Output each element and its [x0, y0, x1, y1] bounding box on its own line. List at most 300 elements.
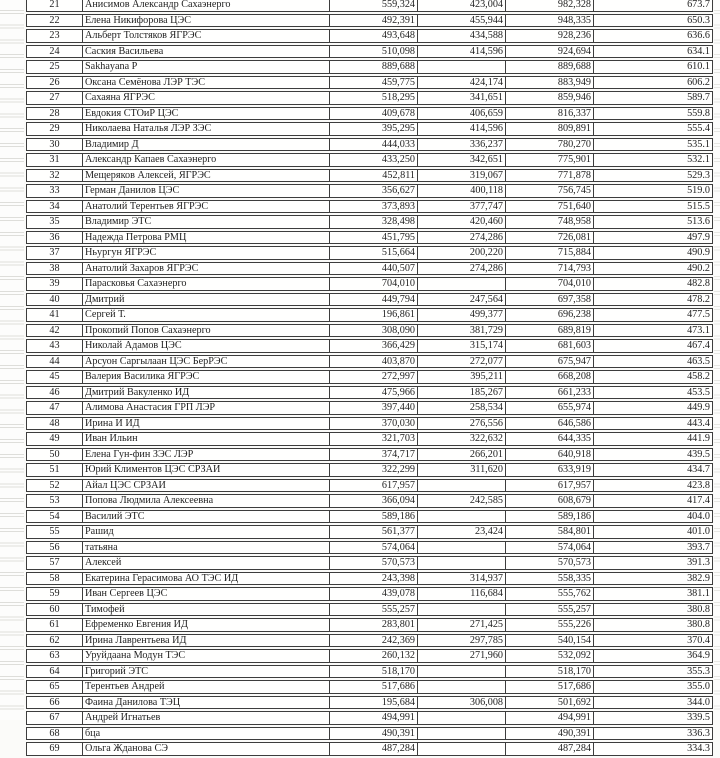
rank-cell: 54	[26, 510, 82, 524]
value-a-cell: 356,627	[329, 184, 417, 198]
total-cell: 681,603	[505, 339, 593, 353]
total-cell: 501,692	[505, 696, 593, 710]
score-cell: 417.4	[593, 494, 713, 508]
value-a-cell: 492,391	[329, 14, 417, 28]
total-cell: 540,154	[505, 634, 593, 648]
total-cell: 928,236	[505, 29, 593, 43]
value-a-cell: 518,170	[329, 665, 417, 679]
score-cell: 478.2	[593, 293, 713, 307]
value-a-cell: 242,369	[329, 634, 417, 648]
table-row	[26, 603, 713, 617]
total-cell: 558,335	[505, 572, 593, 586]
rank-cell: 68	[26, 727, 82, 741]
value-a-cell: 397,440	[329, 401, 417, 415]
rank-cell: 21	[26, 0, 82, 12]
name-cell: Анатолий Захаров ЯГРЭС	[82, 262, 329, 276]
score-cell: 650.3	[593, 14, 713, 28]
total-cell: 704,010	[505, 277, 593, 291]
value-b-cell: 315,174	[417, 339, 505, 353]
value-a-cell: 373,893	[329, 200, 417, 214]
total-cell: 518,170	[505, 665, 593, 679]
total-cell: 584,801	[505, 525, 593, 539]
total-cell: 889,688	[505, 60, 593, 74]
name-cell: Тимофей	[82, 603, 329, 617]
value-b-cell: 424,174	[417, 76, 505, 90]
score-cell: 463.5	[593, 355, 713, 369]
rank-cell: 62	[26, 634, 82, 648]
rank-cell: 25	[26, 60, 82, 74]
score-cell: 339.5	[593, 711, 713, 725]
value-a-cell: 517,686	[329, 680, 417, 694]
rank-cell: 31	[26, 153, 82, 167]
name-cell: Василий ЭТС	[82, 510, 329, 524]
total-cell: 948,335	[505, 14, 593, 28]
score-cell: 439.5	[593, 448, 713, 462]
name-cell: Терентьев Андрей	[82, 680, 329, 694]
name-cell: татьяна	[82, 541, 329, 555]
total-cell: 555,762	[505, 587, 593, 601]
value-a-cell: 196,861	[329, 308, 417, 322]
total-cell: 640,918	[505, 448, 593, 462]
total-cell: 982,328	[505, 0, 593, 12]
table-row	[26, 634, 713, 648]
table-row	[26, 200, 713, 214]
name-cell: Уруйдаана Модун ТЭС	[82, 649, 329, 663]
name-cell: Александр Капаев Сахаэнерго	[82, 153, 329, 167]
total-cell: 809,891	[505, 122, 593, 136]
table-row	[26, 184, 713, 198]
score-cell: 334.3	[593, 742, 713, 756]
table-row	[26, 76, 713, 90]
value-b-cell: 381,729	[417, 324, 505, 338]
name-cell: Николаева Наталья ЛЭР ЗЭС	[82, 122, 329, 136]
value-a-cell: 617,957	[329, 479, 417, 493]
score-cell: 519.0	[593, 184, 713, 198]
score-cell: 355.3	[593, 665, 713, 679]
table-row	[26, 246, 713, 260]
value-a-cell: 490,391	[329, 727, 417, 741]
total-cell: 748,958	[505, 215, 593, 229]
value-a-cell: 494,991	[329, 711, 417, 725]
score-cell: 380.8	[593, 618, 713, 632]
value-b-cell: 341,651	[417, 91, 505, 105]
table-row	[26, 665, 713, 679]
table-row	[26, 680, 713, 694]
table-row	[26, 324, 713, 338]
name-cell: Ньургун ЯГРЭС	[82, 246, 329, 260]
total-cell: 883,949	[505, 76, 593, 90]
total-cell: 589,186	[505, 510, 593, 524]
table-row	[26, 494, 713, 508]
score-cell: 589.7	[593, 91, 713, 105]
table-row	[26, 277, 713, 291]
name-cell: бца	[82, 727, 329, 741]
name-cell: Иван Ильин	[82, 432, 329, 446]
table-row	[26, 556, 713, 570]
total-cell: 494,991	[505, 711, 593, 725]
table-row	[26, 448, 713, 462]
name-cell: Анисимов Александр Сахаэнерго	[82, 0, 329, 12]
value-b-cell: 274,286	[417, 262, 505, 276]
name-cell: Дмитрий Вакуленко ИД	[82, 386, 329, 400]
table-row	[26, 231, 713, 245]
value-a-cell: 475,966	[329, 386, 417, 400]
rank-cell: 46	[26, 386, 82, 400]
rank-cell: 33	[26, 184, 82, 198]
score-cell: 482.8	[593, 277, 713, 291]
value-b-cell	[417, 541, 505, 555]
value-b-cell: 336,237	[417, 138, 505, 152]
table-row	[26, 29, 713, 43]
name-cell: Сергей Т.	[82, 308, 329, 322]
value-b-cell	[417, 727, 505, 741]
score-cell: 490.2	[593, 262, 713, 276]
total-cell: 859,946	[505, 91, 593, 105]
total-cell: 633,919	[505, 463, 593, 477]
rank-cell: 43	[26, 339, 82, 353]
value-b-cell: 116,684	[417, 587, 505, 601]
rank-cell: 47	[26, 401, 82, 415]
value-b-cell	[417, 603, 505, 617]
rank-cell: 30	[26, 138, 82, 152]
rank-cell: 35	[26, 215, 82, 229]
total-cell: 490,391	[505, 727, 593, 741]
value-b-cell	[417, 510, 505, 524]
value-b-cell: 276,556	[417, 417, 505, 431]
total-cell: 555,257	[505, 603, 593, 617]
total-cell: 675,947	[505, 355, 593, 369]
value-a-cell: 452,811	[329, 169, 417, 183]
total-cell: 617,957	[505, 479, 593, 493]
score-cell: 673.7	[593, 0, 713, 12]
value-a-cell: 493,648	[329, 29, 417, 43]
value-b-cell: 455,944	[417, 14, 505, 28]
table-row	[26, 417, 713, 431]
value-b-cell: 499,377	[417, 308, 505, 322]
value-b-cell	[417, 479, 505, 493]
rank-cell: 64	[26, 665, 82, 679]
value-b-cell: 406,659	[417, 107, 505, 121]
rank-cell: 34	[26, 200, 82, 214]
value-a-cell: 308,090	[329, 324, 417, 338]
value-a-cell: 403,870	[329, 355, 417, 369]
total-cell: 780,270	[505, 138, 593, 152]
value-b-cell: 311,620	[417, 463, 505, 477]
table-row	[26, 262, 713, 276]
score-cell: 336.3	[593, 727, 713, 741]
score-cell: 364.9	[593, 649, 713, 663]
value-b-cell: 297,785	[417, 634, 505, 648]
value-a-cell: 321,703	[329, 432, 417, 446]
rank-cell: 49	[26, 432, 82, 446]
value-b-cell	[417, 60, 505, 74]
value-a-cell: 570,573	[329, 556, 417, 570]
rank-cell: 37	[26, 246, 82, 260]
total-cell: 646,586	[505, 417, 593, 431]
value-b-cell	[417, 556, 505, 570]
total-cell: 661,233	[505, 386, 593, 400]
value-a-cell: 283,801	[329, 618, 417, 632]
value-b-cell: 314,937	[417, 572, 505, 586]
rank-cell: 52	[26, 479, 82, 493]
name-cell: Саския Васильева	[82, 45, 329, 59]
rank-cell: 23	[26, 29, 82, 43]
name-cell: Екатерина Герасимова АО ТЭС ИД	[82, 572, 329, 586]
score-cell: 404.0	[593, 510, 713, 524]
score-cell: 391.3	[593, 556, 713, 570]
value-a-cell: 272,997	[329, 370, 417, 384]
rank-cell: 60	[26, 603, 82, 617]
name-cell: Евдокия СТОиР ЦЭС	[82, 107, 329, 121]
name-cell: Фаина Данилова ТЭЦ	[82, 696, 329, 710]
name-cell: Sakhayana P	[82, 60, 329, 74]
score-cell: 443.4	[593, 417, 713, 431]
name-cell: Анатолий Терентьев ЯГРЭС	[82, 200, 329, 214]
value-a-cell: 409,678	[329, 107, 417, 121]
value-b-cell: 258,534	[417, 401, 505, 415]
rank-cell: 59	[26, 587, 82, 601]
name-cell: Алексей	[82, 556, 329, 570]
value-b-cell: 342,651	[417, 153, 505, 167]
value-b-cell: 434,588	[417, 29, 505, 43]
value-a-cell: 243,398	[329, 572, 417, 586]
score-cell: 423.8	[593, 479, 713, 493]
total-cell: 696,238	[505, 308, 593, 322]
name-cell: Сахаяна ЯГРЭС	[82, 91, 329, 105]
score-cell: 610.1	[593, 60, 713, 74]
name-cell: Попова Людмила Алексеевна	[82, 494, 329, 508]
value-b-cell: 420,460	[417, 215, 505, 229]
value-a-cell: 459,775	[329, 76, 417, 90]
table-row	[26, 107, 713, 121]
value-b-cell: 322,632	[417, 432, 505, 446]
rank-cell: 48	[26, 417, 82, 431]
table-row	[26, 618, 713, 632]
score-cell: 381.1	[593, 587, 713, 601]
clipped-left-column-artifact	[0, 0, 24, 720]
table-row	[26, 153, 713, 167]
table-row	[26, 91, 713, 105]
rank-cell: 26	[26, 76, 82, 90]
table-row	[26, 525, 713, 539]
name-cell: Ирина Лаврентьева ИД	[82, 634, 329, 648]
score-cell: 497.9	[593, 231, 713, 245]
value-b-cell: 272,077	[417, 355, 505, 369]
rank-cell: 32	[26, 169, 82, 183]
name-cell: Надежда Петрова РМЦ	[82, 231, 329, 245]
table-row	[26, 14, 713, 28]
rank-cell: 41	[26, 308, 82, 322]
name-cell: Ирина И ИД	[82, 417, 329, 431]
total-cell: 574,064	[505, 541, 593, 555]
table-row	[26, 463, 713, 477]
table-row	[26, 696, 713, 710]
total-cell: 714,793	[505, 262, 593, 276]
table-row	[26, 45, 713, 59]
rank-cell: 42	[26, 324, 82, 338]
score-cell: 532.1	[593, 153, 713, 167]
value-b-cell: 414,596	[417, 45, 505, 59]
table-row	[26, 711, 713, 725]
score-cell: 382.9	[593, 572, 713, 586]
total-cell: 726,081	[505, 231, 593, 245]
rank-cell: 45	[26, 370, 82, 384]
name-cell: Григорий ЭТС	[82, 665, 329, 679]
score-cell: 449.9	[593, 401, 713, 415]
table-row	[26, 432, 713, 446]
total-cell: 697,358	[505, 293, 593, 307]
value-b-cell: 271,425	[417, 618, 505, 632]
value-b-cell: 395,211	[417, 370, 505, 384]
rank-cell: 44	[26, 355, 82, 369]
score-cell: 555.4	[593, 122, 713, 136]
value-b-cell: 200,220	[417, 246, 505, 260]
value-b-cell: 266,201	[417, 448, 505, 462]
value-b-cell	[417, 742, 505, 756]
table-row	[26, 60, 713, 74]
rank-cell: 55	[26, 525, 82, 539]
total-cell: 715,884	[505, 246, 593, 260]
rank-cell: 57	[26, 556, 82, 570]
rank-cell: 22	[26, 14, 82, 28]
total-cell: 570,573	[505, 556, 593, 570]
value-a-cell: 510,098	[329, 45, 417, 59]
name-cell: Владимир ЭТС	[82, 215, 329, 229]
rank-cell: 28	[26, 107, 82, 121]
score-cell: 370.4	[593, 634, 713, 648]
table-row	[26, 742, 713, 756]
name-cell: Владимир Д	[82, 138, 329, 152]
name-cell: Юрий Климентов ЦЭС СРЗАИ	[82, 463, 329, 477]
rank-cell: 39	[26, 277, 82, 291]
table-row	[26, 355, 713, 369]
rank-cell: 56	[26, 541, 82, 555]
total-cell: 555,226	[505, 618, 593, 632]
rank-cell: 27	[26, 91, 82, 105]
rank-cell: 69	[26, 742, 82, 756]
value-a-cell: 370,030	[329, 417, 417, 431]
value-a-cell: 449,794	[329, 293, 417, 307]
score-cell: 441.9	[593, 432, 713, 446]
value-b-cell: 423,004	[417, 0, 505, 12]
total-cell: 816,337	[505, 107, 593, 121]
rank-cell: 67	[26, 711, 82, 725]
value-b-cell: 414,596	[417, 122, 505, 136]
name-cell: Парасковья Сахаэнерго	[82, 277, 329, 291]
rank-cell: 40	[26, 293, 82, 307]
rank-cell: 66	[26, 696, 82, 710]
rank-cell: 58	[26, 572, 82, 586]
score-cell: 634.1	[593, 45, 713, 59]
name-cell: Ефременко Евгения ИД	[82, 618, 329, 632]
score-cell: 529.3	[593, 169, 713, 183]
score-cell: 490.9	[593, 246, 713, 260]
name-cell: Герман Данилов ЦЭС	[82, 184, 329, 198]
value-a-cell: 561,377	[329, 525, 417, 539]
value-a-cell: 518,295	[329, 91, 417, 105]
table-row	[26, 215, 713, 229]
score-cell: 467.4	[593, 339, 713, 353]
rank-cell: 51	[26, 463, 82, 477]
table-row	[26, 401, 713, 415]
value-a-cell: 555,257	[329, 603, 417, 617]
table-row	[26, 370, 713, 384]
rank-cell: 53	[26, 494, 82, 508]
table-row	[26, 727, 713, 741]
name-cell: Валерия Василика ЯГРЭС	[82, 370, 329, 384]
rank-cell: 63	[26, 649, 82, 663]
name-cell: Альберт Толстяков ЯГРЭС	[82, 29, 329, 43]
table-row	[26, 386, 713, 400]
value-b-cell: 274,286	[417, 231, 505, 245]
value-a-cell: 433,250	[329, 153, 417, 167]
value-a-cell: 559,324	[329, 0, 417, 12]
total-cell: 517,686	[505, 680, 593, 694]
value-a-cell: 366,429	[329, 339, 417, 353]
value-a-cell: 440,507	[329, 262, 417, 276]
ranking-table-body	[26, 0, 713, 756]
name-cell: Андрей Игнатьев	[82, 711, 329, 725]
value-a-cell: 374,717	[329, 448, 417, 462]
table-row	[26, 479, 713, 493]
score-cell: 434.7	[593, 463, 713, 477]
value-a-cell: 444,033	[329, 138, 417, 152]
rank-cell: 61	[26, 618, 82, 632]
ranking-table	[26, 0, 713, 758]
value-a-cell: 451,795	[329, 231, 417, 245]
table-row	[26, 138, 713, 152]
table-row	[26, 308, 713, 322]
table-row	[26, 339, 713, 353]
total-cell: 689,819	[505, 324, 593, 338]
score-cell: 380.8	[593, 603, 713, 617]
score-cell: 513.6	[593, 215, 713, 229]
name-cell: Прокопий Попов Сахаэнерго	[82, 324, 329, 338]
name-cell: Елена Никифорова ЦЭС	[82, 14, 329, 28]
value-a-cell: 574,064	[329, 541, 417, 555]
value-a-cell: 589,186	[329, 510, 417, 524]
name-cell: Елена Гун-фин ЗЭС ЛЭР	[82, 448, 329, 462]
value-b-cell	[417, 680, 505, 694]
total-cell: 775,901	[505, 153, 593, 167]
table-sheet	[26, 0, 713, 758]
rank-cell: 50	[26, 448, 82, 462]
score-cell: 515.5	[593, 200, 713, 214]
score-cell: 477.5	[593, 308, 713, 322]
value-a-cell: 704,010	[329, 277, 417, 291]
value-a-cell: 366,094	[329, 494, 417, 508]
name-cell: Рашид	[82, 525, 329, 539]
total-cell: 644,335	[505, 432, 593, 446]
total-cell: 751,640	[505, 200, 593, 214]
name-cell: Алимова Анастасия ГРП ЛЭР	[82, 401, 329, 415]
name-cell: Арсуон Саргылаан ЦЭС БерРЭС	[82, 355, 329, 369]
value-b-cell: 247,564	[417, 293, 505, 307]
total-cell: 756,745	[505, 184, 593, 198]
score-cell: 606.2	[593, 76, 713, 90]
score-cell: 473.1	[593, 324, 713, 338]
table-row	[26, 587, 713, 601]
rank-cell: 36	[26, 231, 82, 245]
clipped-right-column-artifact	[714, 0, 720, 720]
name-cell: Оксана Семёнова ЛЭР ТЭС	[82, 76, 329, 90]
total-cell: 771,878	[505, 169, 593, 183]
total-cell: 532,092	[505, 649, 593, 663]
rank-cell: 29	[26, 122, 82, 136]
name-cell: Айал ЦЭС СРЗАИ	[82, 479, 329, 493]
total-cell: 668,208	[505, 370, 593, 384]
value-a-cell: 889,688	[329, 60, 417, 74]
